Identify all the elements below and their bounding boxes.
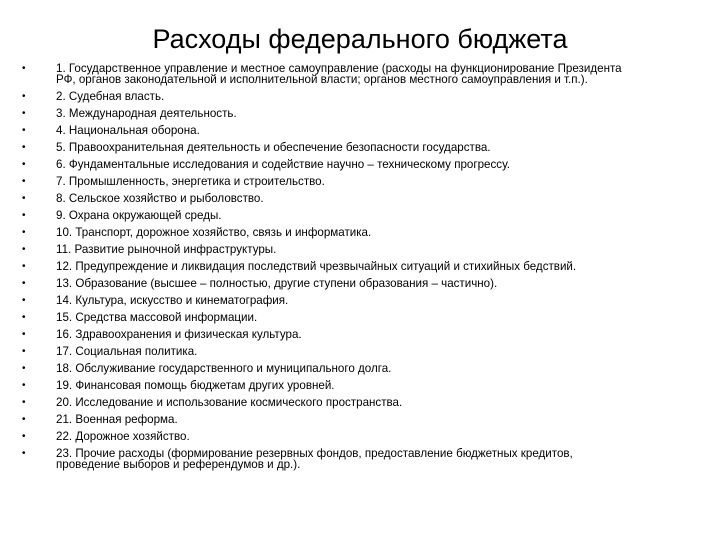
list-item-text: 2. Судебная власть.: [56, 90, 165, 104]
bullet-icon: •: [22, 346, 26, 358]
list-item: [22, 329, 632, 340]
list-item-text: 16. Здравоохранения и физическая культура.: [56, 328, 302, 342]
bullet-icon: •: [22, 329, 26, 341]
list-item-text: 9. Охрана окружающей среды.: [56, 209, 222, 223]
list-item-text: 13. Образование (высшее – полностью, другие ступени образования – частично).: [56, 277, 498, 291]
list-item: [22, 346, 632, 357]
list-item: [22, 125, 632, 136]
list-item: [22, 295, 632, 306]
list-item-text: 21. Военная реформа.: [56, 413, 178, 427]
bullet-icon: •: [22, 363, 26, 375]
list-item: [22, 397, 632, 408]
list-item-text: 17. Социальная политика.: [56, 345, 198, 359]
list-item: [22, 91, 632, 102]
list-item-text: 4. Национальная оборона.: [56, 124, 200, 138]
list-item-text: 12. Предупреждение и ликвидация последствий чрезвычайных ситуаций и стихийных бедствий.: [56, 260, 577, 274]
list-item-text: 6. Фундаментальные исследования и содействие научно – техническому прогрессу.: [56, 158, 510, 172]
list-item: [22, 414, 632, 425]
bullet-icon: •: [22, 278, 26, 290]
bullet-icon: •: [22, 380, 26, 392]
list-item: [22, 431, 632, 442]
list-item: [22, 448, 632, 470]
list-item-text: 23. Прочие расходы (формирование резервных фондов, предоставление бюджетных кредитов, проведение выборов и референдумов и др.).: [56, 447, 573, 472]
bullet-icon: •: [22, 431, 26, 443]
list-item: [22, 142, 632, 153]
bullet-icon: •: [22, 176, 26, 188]
list-item: [22, 63, 632, 85]
list-item: [22, 176, 632, 187]
list-item-text: 22. Дорожное хозяйство.: [56, 430, 190, 444]
list-item: [22, 193, 632, 204]
bullet-icon: •: [22, 295, 26, 307]
bullet-icon: •: [22, 193, 26, 205]
expense-list: [22, 63, 632, 476]
bullet-icon: •: [22, 159, 26, 171]
list-item-text: 19. Финансовая помощь бюджетам других уровней.: [56, 379, 335, 393]
list-item-text: 5. Правоохранительная деятельность и обеспечение безопасности государства.: [56, 141, 491, 155]
bullet-icon: •: [22, 91, 26, 103]
bullet-icon: •: [22, 142, 26, 154]
list-item-text: 7. Промышленность, энергетика и строительство.: [56, 175, 325, 189]
list-item-text: 18. Обслуживание государственного и муниципального долга.: [56, 362, 392, 376]
list-item-text: 15. Средства массовой информации.: [56, 311, 258, 325]
list-item-text: 8. Сельское хозяйство и рыболовство.: [56, 192, 264, 206]
list-item-text: 1. Государственное управление и местное самоуправление (расходы на функционирование Президента РФ, органов законодательной и исполнительной власти; органов местного самоуправления и т.п.).: [56, 62, 622, 87]
list-item: [22, 244, 632, 255]
list-item: [22, 363, 632, 374]
bullet-icon: •: [22, 261, 26, 273]
bullet-icon: •: [22, 227, 26, 239]
list-item: [22, 159, 632, 170]
list-item: [22, 261, 632, 272]
list-item-text: 11. Развитие рыночной инфраструктуры.: [56, 243, 277, 257]
bullet-icon: •: [22, 448, 26, 460]
list-item-text: 3. Международная деятельность.: [56, 107, 237, 121]
bullet-icon: •: [22, 414, 26, 426]
list-item: [22, 108, 632, 119]
bullet-icon: •: [22, 244, 26, 256]
list-item: [22, 227, 632, 238]
list-item: [22, 312, 632, 323]
list-item: [22, 278, 632, 289]
bullet-icon: •: [22, 63, 26, 74]
bullet-icon: •: [22, 397, 26, 409]
bullet-icon: •: [22, 210, 26, 222]
list-item-text: 14. Культура, искусство и кинематография.: [56, 294, 289, 308]
list-item: [22, 380, 632, 391]
slide-title: Расходы федерального бюджета: [152, 24, 568, 54]
bullet-icon: •: [22, 125, 26, 137]
bullet-icon: •: [22, 312, 26, 324]
list-item-text: 20. Исследование и использование космического пространства.: [56, 396, 403, 410]
list-item-text: 10. Транспорт, дорожное хозяйство, связь и информатика.: [56, 226, 372, 240]
list-item: [22, 210, 632, 221]
bullet-icon: •: [22, 108, 26, 120]
